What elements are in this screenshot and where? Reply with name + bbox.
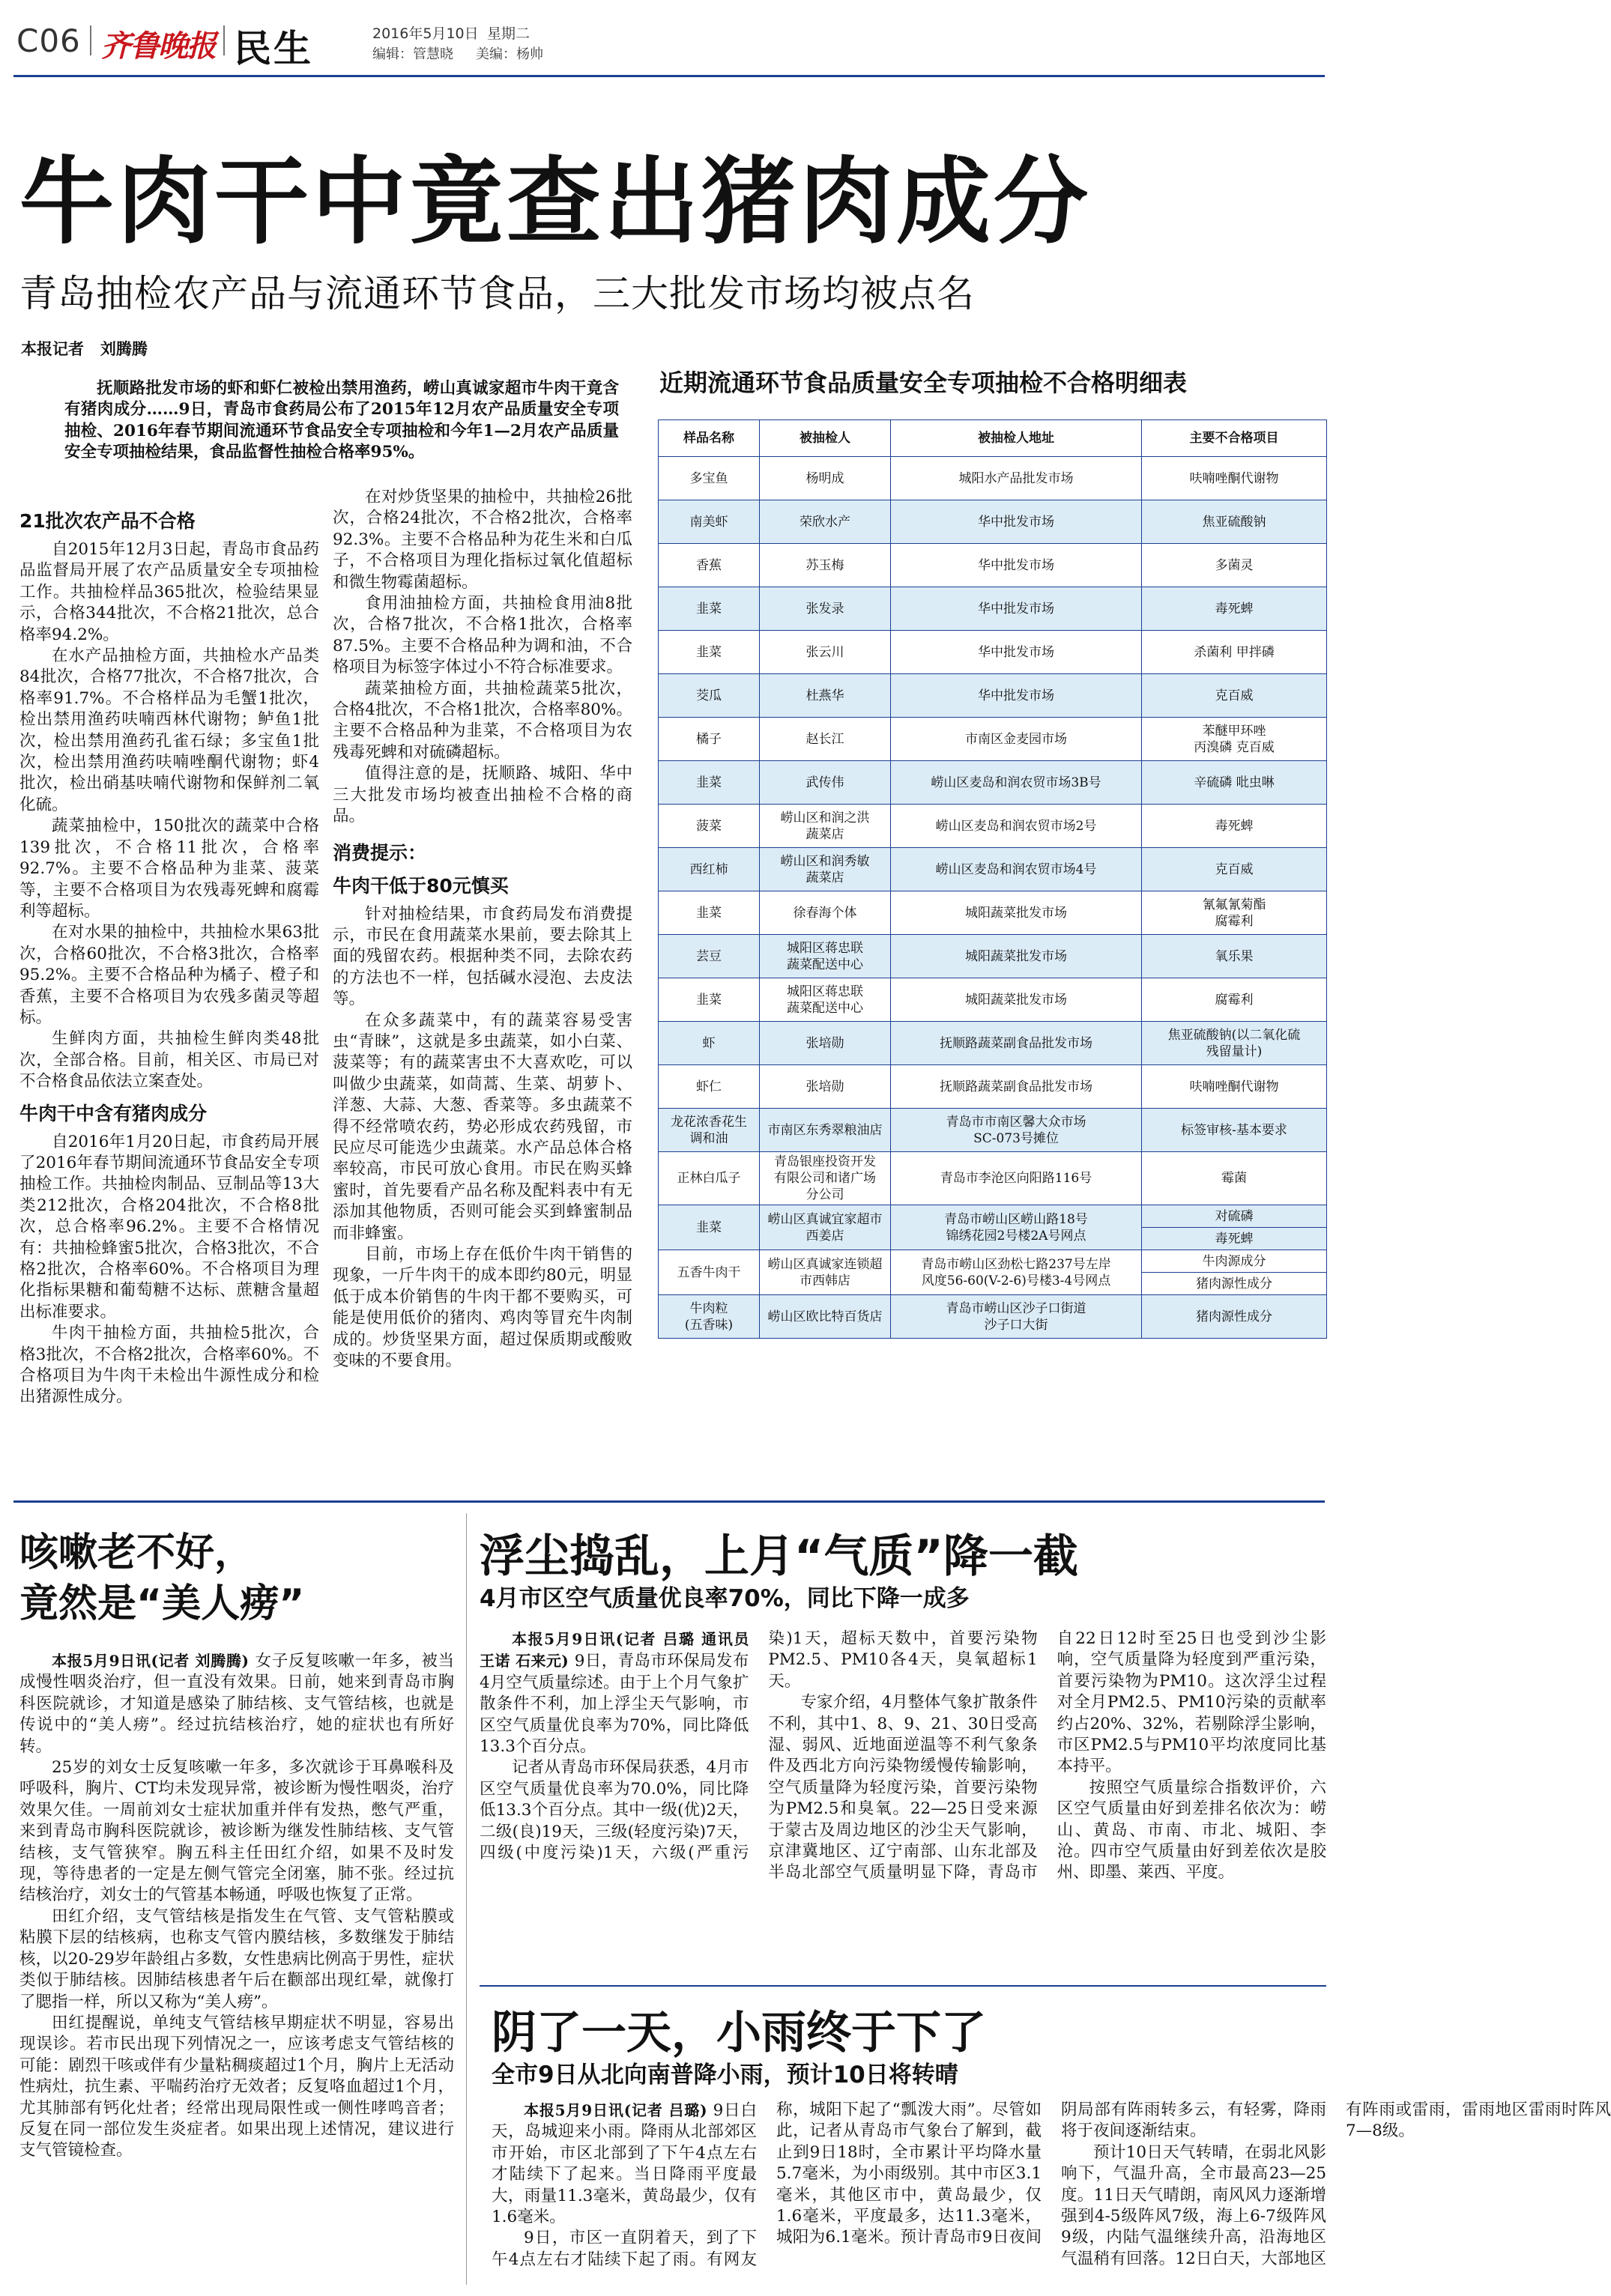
dust-dateline: 本报5月9日讯(记者 吕璐 通讯员 王诺 石来元) (480, 1630, 749, 1670)
header-divider (13, 75, 1325, 77)
section-divider (480, 1985, 1326, 1987)
table-cell: 杜燕华 (760, 674, 891, 718)
table-cell: 城阳区蒋忠联 蔬菜配送中心 (760, 935, 891, 978)
table-cell: 霉菌 (1142, 1152, 1327, 1205)
table-row (659, 978, 1327, 1022)
table-cell: 韭菜 (659, 891, 760, 935)
table-cell: 赵长江 (760, 718, 891, 761)
paragraph-text: 9日，青岛市环保局发布4月空气质量综述。由于上个月气象扩散条件不利，加上浮尘天气影响，市区空气质量优良率为70%，同比降低13.3个百分点。 (480, 1652, 749, 1757)
paragraph-text: 9日白天，岛城迎来小雨。降雨从北部郊区市开始，市区北部到了下午4点左右才陆续下了起来。当日降雨平度最大，雨量11.3毫米，黄岛最少，仅有1.6毫米。 (492, 2101, 757, 2227)
paragraph: 牛肉干抽检方面，共抽检5批次，合格3批次，不合格2批次，合格率60%。不合格项目为牛肉干未检出牛源性成分和检出猪源性成分。 (19, 1324, 319, 1407)
paragraph: 生鲜肉方面，共抽检生鲜肉类48批次，全部合格。目前，相关区、市局已对不合格食品依法立案查处。 (19, 1029, 319, 1091)
table-cell: 武传伟 (760, 761, 891, 805)
nonconformity-table (658, 419, 1327, 1339)
table-cell: 辛硫磷 吡虫啉 (1142, 761, 1327, 805)
paragraph (492, 2100, 757, 2228)
table-title: 近期流通环节食品质量安全专项抽检不合格明细表 (659, 369, 1188, 397)
consumer-tip-title: 牛肉干低于80元慎买 (333, 874, 509, 897)
table-cell: 标签审核-基本要求 (1142, 1109, 1327, 1152)
table-cell: 焦亚硫酸钠(以二氧化硫 残留量计) (1142, 1022, 1327, 1065)
table-cell: 徐春海个体 (760, 891, 891, 935)
table-row (659, 1205, 1327, 1228)
table-cell: 毒死蜱 (1142, 805, 1327, 848)
paragraph: 在对炒货坚果的抽检中，共抽检26批次，合格24批次，不合格2批次，合格率92.3%。主要不合格品种为花生米和白瓜子，不合格项目为理化指标过氧化值超标和微生物霉菌超标。 (333, 488, 632, 592)
table-cell: 崂山区和润秀敏 蔬菜店 (760, 848, 891, 891)
table-row (659, 848, 1327, 891)
table-header-cell: 样品名称 (659, 420, 760, 457)
table-header-row (659, 420, 1327, 457)
table-row (659, 587, 1327, 631)
table-cell: 杨明成 (760, 457, 891, 500)
table-cell: 毒死蜱 (1142, 1228, 1327, 1250)
table-cell: 城阳区蒋忠联 蔬菜配送中心 (760, 978, 891, 1022)
paragraph: 蔬菜抽检方面，共抽检蔬菜5批次，合格4批次，不合格1批次，合格率80%。主要不合格品种为韭菜，不合格项目为农残毒死蜱和对硫磷超标。 (333, 679, 632, 762)
paragraph: 在众多蔬菜中，有的蔬菜容易受害虫“青睐”，这就是多虫蔬菜，如小白菜、菠菜等；有的蔬菜害虫不大喜欢吃，可以叫做少虫蔬菜，如茼蒿、生菜、胡萝卜、洋葱、大蒜、大葱、香菜等。多虫蔬菜不得不经常喷农药，势必形成农药残留，市民应尽可能选少虫蔬菜。水产品总体合格率较高，市民可放心食用。市民在购买蜂蜜时，首先要看产品名称及配料表中有无添加其他物质，否则可能会买到蜂蜜制品而非蜂蜜。 (333, 1011, 632, 1243)
column-divider (466, 1513, 467, 2285)
paragraph: 田红介绍，支气管结核是指发生在气管、支气管粘膜或粘膜下层的结核病，也称支气管内膜结核，多数继发于肺结核，以20-29岁年龄组占多数，女性患病比例高于男性，症状类似于肺结核。因肺结核患者午后在颧部出现红晕，就像打了腮指一样，所以又称为“美人痨”。 (19, 1906, 454, 2011)
editor-credit: 编辑：管慧晓 (372, 46, 453, 62)
table-row (659, 457, 1327, 500)
paragraph: 食用油抽检方面，共抽检食用油8批次，合格7批次，不合格1批次，合格率87.5%。主要不合格品种为调和油，不合格项目为标签字体过小不符合标准要求。 (333, 594, 632, 677)
table-cell: 青岛市崂山区劲松七路237号左岸 风度56-60(V-2-6)号楼3-4号网点 (891, 1250, 1142, 1295)
table-cell: 牛肉粒 (五香味) (659, 1295, 760, 1339)
table-cell: 青岛市李沧区向阳路116号 (891, 1152, 1142, 1205)
paragraph: 记者从青岛市环保局获悉，4月市区空气质量优良率为70.0%，同比降低13.3个百分点。其中一级(优)2天，二级(良)19天，三级(轻度污染)7天，四级(中度污染)1天，六级(严重污染)1天，超标天数中，首要污染物PM2.5、PM10各4天，臭氧超标1天。 (480, 1629, 1038, 1863)
table-cell: 氰氟氰菊酯 腐霉利 (1142, 891, 1327, 935)
table-row (659, 1065, 1327, 1109)
table-cell: 虾仁 (659, 1065, 760, 1109)
page-code: C06 (16, 22, 81, 59)
table-row (659, 718, 1327, 761)
table-cell: 苏玉梅 (760, 544, 891, 587)
lead-column-1 (19, 500, 319, 1467)
paragraph: 蔬菜抽检中，150批次的蔬菜中合格139批次，不合格11批次，合格率92.7%。主要不合格品种为韭菜、菠菜等，主要不合格项目为农残毒死蜱和腐霉利等超标。 (19, 817, 319, 921)
table-cell: 韭菜 (659, 631, 760, 674)
table-cell: 克百威 (1142, 674, 1327, 718)
table-cell: 多菌灵 (1142, 544, 1327, 587)
table-cell: 市南区金麦园市场 (891, 718, 1142, 761)
nonconformity-table-wrap (658, 419, 1326, 1483)
table-row (659, 1250, 1327, 1273)
subhead-farm-products: 21批次农产品不合格 (19, 510, 196, 532)
table-row (659, 500, 1327, 544)
table-cell: 克百威 (1142, 848, 1327, 891)
table-cell: 张云川 (760, 631, 891, 674)
table-cell: 抚顺路蔬菜副食品批发市场 (891, 1065, 1142, 1109)
table-cell: 崂山区和润之洪 蔬菜店 (760, 805, 891, 848)
table-cell: 对硫磷 (1142, 1205, 1327, 1228)
table-row (659, 631, 1327, 674)
lead-headline: 牛肉干中竟查出猪肉成分 (19, 147, 1091, 257)
issue-weekday: 星期二 (487, 25, 531, 42)
table-cell: 香蕉 (659, 544, 760, 587)
paragraph: 专家介绍，4月整体气象扩散条件不利，其中1、8、9、21、30日受高湿、弱风、近地面逆温等不利气象条件及西北方向污染物缓慢传输影响，空气质量降为轻度污染，首要污染物为PM2.5和臭氧。22—25日受来源于蒙古及周边地区的沙尘天气影响，京津冀地区、辽宁南部、山东北部及半岛北部空气质量明显下降，青岛市自22日12时至25日也受到沙尘影响，空气质量降为轻度到严重污染，首要污染物为PM10。这次浮尘过程对全月PM2.5、PM10污染的贡献率约占20%、32%，若剔除浮尘影响，市区PM2.5与PM10平均浓度同比基本持平。 (768, 1629, 1326, 1882)
table-cell: 多宝鱼 (659, 457, 760, 500)
rain-article-body (492, 2100, 1611, 2287)
dust-title: 浮尘捣乱，上月“气质”降一截 (480, 1530, 1078, 1583)
table-cell: 苯醚甲环唑 丙溴磷 克百威 (1142, 718, 1327, 761)
paragraph-text: 女子反复咳嗽一年多，被当成慢性咽炎治疗，但一直没有效果。日前，她来到青岛市胸科医院就诊，才知道是感染了肺结核、支气管结核，也就是传说中的“美人痨”。经过抗结核治疗，她的症状也有所好转。 (19, 1652, 454, 1756)
table-cell: 茭瓜 (659, 674, 760, 718)
table-header-cell: 被抽检人 (760, 420, 891, 457)
table-cell: 城阳水产品批发市场 (891, 457, 1142, 500)
paragraph: 预计10日天气转晴，在弱北风影响下，气温升高，全市最高23—25度。11日天气晴朗，南风风力逐渐增强到4-5级阵风7级，海上6-7级阵风9级，内陆气温继续升高，沿海地区气温稍有回落。12日白天，大部地区有阵雨或雷雨，雷雨地区雷雨时阵风7—8级。 (1061, 2100, 1611, 2268)
table-cell: 猪肉源性成分 (1142, 1295, 1327, 1339)
table-cell: 韭菜 (659, 587, 760, 631)
table-cell: 崂山区真诚家连锁超 市西韩店 (760, 1250, 891, 1295)
table-cell: 南美虾 (659, 500, 760, 544)
cough-title-line2: 竟然是“美人痨” (19, 1581, 305, 1626)
cough-title-line1: 咳嗽老不好， (19, 1530, 254, 1575)
paragraph: 按照空气质量综合指数评价，六区空气质量由好到差排名依次为：崂山、黄岛、市南、市北、城阳、李沧。四市空气质量由好到差依次是胶州、即墨、莱西、平度。 (1057, 1778, 1326, 1882)
issue-date: 2016年5月10日 (372, 25, 479, 42)
table-cell: 抚顺路蔬菜副食品批发市场 (891, 1022, 1142, 1065)
table-cell: 张发录 (760, 587, 891, 631)
table-cell: 崂山区麦岛和润农贸市场3B号 (891, 761, 1142, 805)
table-cell: 橘子 (659, 718, 760, 761)
table-cell: 五香牛肉干 (659, 1250, 760, 1295)
table-cell: 华中批发市场 (891, 500, 1142, 544)
rain-title: 阴了一天，小雨终于下了 (492, 2007, 986, 2059)
paragraph: 田红提醒说，单纯支气管结核早期症状不明显，容易出现误诊。若市民出现下列情况之一，应该考虑支气管结核的可能：剧烈干咳或伴有少量粘稠痰超过1个月，胸片上无活动性病灶，抗生素、平喘药治疗无效者；反复咯血超过1个月，尤其肺部有钙化灶者；经常出现局限性或一侧性哮鸣音者；反复在同一部位发生炎症者。如果出现上述情况，建议进行支气管镜检查。 (19, 2013, 454, 2160)
table-cell: 菠菜 (659, 805, 760, 848)
table-cell: 韭菜 (659, 761, 760, 805)
table-cell: 呋喃唑酮代谢物 (1142, 1065, 1327, 1109)
table-row (659, 674, 1327, 718)
table-cell: 崂山区麦岛和润农贸市场4号 (891, 848, 1142, 891)
table-cell: 龙花浓香花生 调和油 (659, 1109, 760, 1152)
table-cell: 崂山区麦岛和润农贸市场2号 (891, 805, 1142, 848)
table-cell: 城阳蔬菜批发市场 (891, 978, 1142, 1022)
table-cell: 青岛银座投资开发 有限公司和诸广场 分公司 (760, 1152, 891, 1205)
table-header-cell: 被抽检人地址 (891, 420, 1142, 457)
lead-subheadline: 青岛抽检农产品与流通环节食品，三大批发市场均被点名 (19, 272, 975, 315)
table-row (659, 935, 1327, 978)
table-row (659, 891, 1327, 935)
paragraph: 自2016年1月20日起，市食药局开展了2016年春节期间流通环节食品安全专项抽检工作。共抽检肉制品、豆制品等13大类212批次，合格204批次，不合格8批次，总合格率96.2%。主要不合格情况有：共抽检蜂蜜5批次，合格3批次，不合格2批次，合格率60%。不合格项目为理化指标果糖和葡萄糖不达标、蔗糖含量超出标准要求。 (19, 1132, 319, 1321)
table-cell: 城阳蔬菜批发市场 (891, 891, 1142, 935)
section-divider (13, 1500, 1325, 1503)
lead-summary-text: 抚顺路批发市场的虾和虾仁被检出禁用渔药，崂山真诚家超市牛肉干竟含有猪肉成分……9日，青岛市食药局公布了2015年12月农产品质量安全专项抽检、2016年春节期间流通环节食品安全专项抽检和今年1—2月农产品质量安全专项抽检结果，食品监督性抽检合格率95%。 (64, 379, 619, 462)
dust-subtitle: 4月市区空气质量优良率70%，同比下降一成多 (480, 1585, 970, 1612)
dust-article-body (480, 1629, 1326, 1981)
masthead-logo: 齐鲁晚报 (101, 28, 215, 64)
designer-credit: 美编：杨帅 (476, 46, 543, 62)
table-cell: 青岛市市南区馨大众市场 SC-073号摊位 (891, 1109, 1142, 1152)
lead-column-2 (333, 487, 632, 1468)
table-header-cell: 主要不合格项目 (1142, 420, 1327, 457)
paragraph: 针对抽检结果，市食药局发布消费提示，市民在食用蔬菜水果前，要去除其上面的残留农药。根据种类不同，去除农药的方法也不一样，包括碱水浸泡、去皮法等。 (333, 904, 632, 1009)
paragraph: 25岁的刘女士反复咳嗽一年多，多次就诊于耳鼻喉科及呼吸科，胸片、CT均未发现异常，被诊断为慢性咽炎，治疗效果欠佳。一周前刘女士症状加重并伴有发热，憋气严重，来到青岛市胸科医院就诊，被诊断为继发性肺结核、支气管结核，支气管狭窄。胸五科主任田红介绍，如果不及时发现，等待患者的一定是左侧气管完全闭塞，肺不张。经过抗结核治疗，刘女士的气管基本畅通，呼吸也恢复了正常。 (19, 1758, 454, 1905)
table-cell: 西红柿 (659, 848, 760, 891)
table-cell: 韭菜 (659, 978, 760, 1022)
table-cell: 焦亚硫酸钠 (1142, 500, 1327, 544)
table-cell: 韭菜 (659, 1205, 760, 1250)
lead-byline: 本报记者 刘腾腾 (21, 339, 148, 358)
lead-summary (64, 378, 619, 468)
table-row (659, 1295, 1327, 1339)
table-cell: 呋喃唑酮代谢物 (1142, 457, 1327, 500)
cough-article-body (19, 1650, 454, 2287)
table-cell: 华中批发市场 (891, 544, 1142, 587)
consumer-tip-label: 消费提示： (333, 841, 427, 864)
table-cell: 氧乐果 (1142, 935, 1327, 978)
rain-subtitle: 全市9日从北向南普降小雨，预计10日将转晴 (492, 2062, 958, 2088)
table-cell: 华中批发市场 (891, 587, 1142, 631)
rain-dateline: 本报5月9日讯(记者 吕璐) (524, 2101, 707, 2119)
table-cell: 芸豆 (659, 935, 760, 978)
table-cell: 华中批发市场 (891, 674, 1142, 718)
table-cell: 崂山区真诚宜家超市 西姜店 (760, 1205, 891, 1250)
table-cell: 牛肉源成分 (1142, 1250, 1327, 1273)
paragraph: 在对水果的抽检中，共抽检水果63批次，合格60批次，不合格3批次，合格率95.2%。主要不合格品种为橘子、橙子和香蕉，主要不合格项目为农残多菌灵等超标。 (19, 923, 319, 1027)
paragraph (19, 1650, 454, 1757)
table-cell: 毒死蜱 (1142, 587, 1327, 631)
paragraph: 9日，市区一直阴着天，到了下午4点左右才陆续下起了雨。有网友称，城阳下起了“瓢泼大雨”。尽管如此，记者从青岛市气象台了解到，截止到9日18时，全市累计平均降水量5.7毫米，为小雨级别。其中市区3.1毫米，其他区市中，黄岛最少，仅1.6毫米，平度最多，达11.3毫米，城阳为6.1毫米。预计青岛市9日夜间阴局部有阵雨转多云，有轻雾，降雨将于夜间逐渐结束。 (492, 2100, 1326, 2269)
table-row (659, 1152, 1327, 1205)
table-cell: 张培勋 (760, 1022, 891, 1065)
paragraph: 自2015年12月3日起，青岛市食品药品监督局开展了农产品质量安全专项抽检工作。共抽检样品365批次，检验结果显示，合格344批次，不合格21批次，总合格率94.2%。 (19, 540, 319, 644)
table-row (659, 544, 1327, 587)
section-title: 民生 (234, 27, 313, 70)
table-cell: 城阳蔬菜批发市场 (891, 935, 1142, 978)
table-cell: 青岛市崂山区崂山路18号 锦绣花园2号楼2A号网点 (891, 1205, 1142, 1250)
paragraph: 在水产品抽检方面，共抽检水产品类84批次，合格77批次，不合格7批次，合格率91.7%。不合格样品为毛蟹1批次，检出禁用渔药呋喃西林代谢物；鲈鱼1批次，检出禁用渔药孔雀石绿；多宝鱼1批次，检出禁用渔药呋喃唑酮代谢物；虾4批次，检出硝基呋喃代谢物和保鲜剂二氧化硫。 (19, 646, 319, 814)
table-row (659, 805, 1327, 848)
page-header (0, 0, 1338, 71)
table-cell: 荣欣水产 (760, 500, 891, 544)
table-cell: 猪肉源性成分 (1142, 1273, 1327, 1295)
table-row (659, 761, 1327, 805)
table-row (659, 1109, 1327, 1152)
table-cell: 市南区东秀翠粮油店 (760, 1109, 891, 1152)
table-cell: 青岛市崂山区沙子口街道 沙子口大街 (891, 1295, 1142, 1339)
table-cell: 华中批发市场 (891, 631, 1142, 674)
table-row (659, 1022, 1327, 1065)
table-cell: 崂山区欧比特百货店 (760, 1295, 891, 1339)
table-cell: 张培勋 (760, 1065, 891, 1109)
subhead-beef-jerky: 牛肉干中含有猪肉成分 (19, 1102, 208, 1124)
table-cell: 杀菌利 甲拌磷 (1142, 631, 1327, 674)
paragraph (480, 1629, 749, 1757)
table-cell: 正林白瓜子 (659, 1152, 760, 1205)
cough-dateline: 本报5月9日讯(记者 刘腾腾) (52, 1652, 250, 1670)
table-cell: 腐霉利 (1142, 978, 1327, 1022)
table-cell: 虾 (659, 1022, 760, 1065)
paragraph: 目前，市场上存在低价牛肉干销售的现象，一斤牛肉干的成本即约80元，明显低于成本价销售的牛肉干都不要购买，可能是使用低价的猪肉、鸡肉等冒充牛肉制成的。炒货坚果方面，超过保质期或酸败变味的不要食用。 (333, 1245, 632, 1371)
paragraph: 值得注意的是，抚顺路、城阳、华中三大批发市场均被查出抽检不合格的商品。 (333, 764, 632, 826)
